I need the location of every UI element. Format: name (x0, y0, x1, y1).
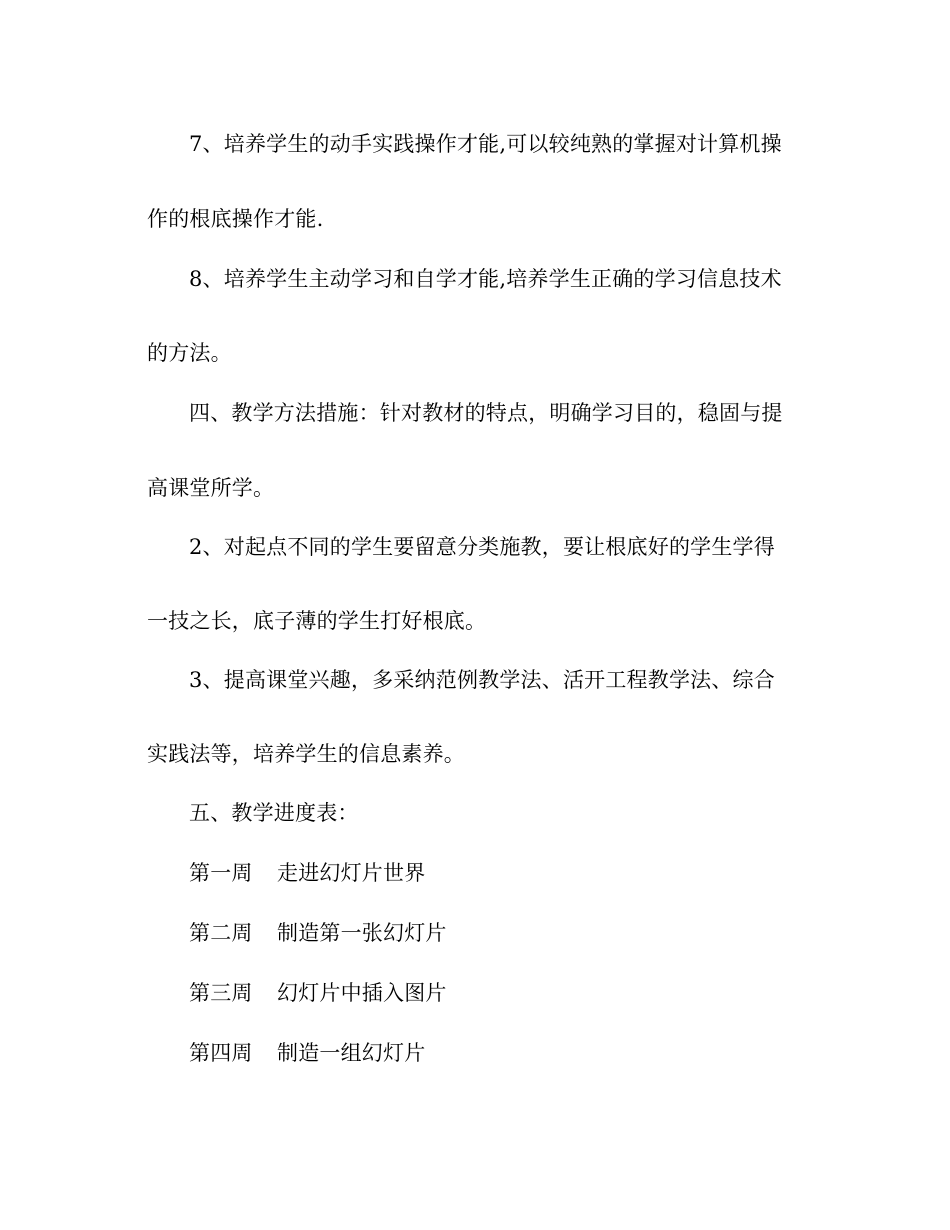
schedule-row (189, 1039, 849, 1067)
schedule-week: 第三周 (189, 981, 253, 1005)
paragraph-8-line-2: 的方法。 (147, 341, 232, 365)
schedule-heading: 五、教学进度表： (189, 801, 359, 825)
paragraph-7-line-1: 7、培养学生的动手实践操作才能,可以较纯熟的掌握对计算机操 (189, 132, 782, 156)
schedule-row (189, 859, 849, 887)
paragraph-8-line-1: 8、培养学生主动学习和自学才能,培养学生正确的学习信息技术 (189, 267, 782, 291)
schedule-topic: 制造第一张幻灯片 (277, 921, 447, 945)
section-4-heading-line-2: 高课堂所学。 (147, 476, 275, 500)
schedule-week: 第二周 (189, 921, 253, 945)
schedule-week: 第四周 (189, 1041, 253, 1065)
schedule-topic: 走进幻灯片世界 (277, 861, 426, 885)
schedule-row (189, 919, 849, 947)
paragraph-7-line-2: 作的根底操作才能. (147, 207, 324, 231)
paragraph-2-line-2: 一技之长，底子薄的学生打好根底。 (147, 609, 487, 633)
paragraph-2-line-1: 2、对起点不同的学生要留意分类施教，要让根底好的学生学得 (189, 535, 775, 559)
paragraph-3-line-2: 实践法等，培养学生的信息素养。 (147, 742, 465, 766)
schedule-topic: 制造一组幻灯片 (277, 1041, 426, 1065)
paragraph-3-line-1: 3、提高课堂兴趣，多采纳范例教学法、活开工程教学法、综合 (189, 668, 775, 692)
schedule-week: 第一周 (189, 861, 253, 885)
section-4-heading-line-1: 四、教学方法措施：针对教材的特点，明确学习目的，稳固与提 (189, 401, 783, 425)
schedule-topic: 幻灯片中插入图片 (277, 981, 447, 1005)
schedule-row (189, 979, 849, 1007)
